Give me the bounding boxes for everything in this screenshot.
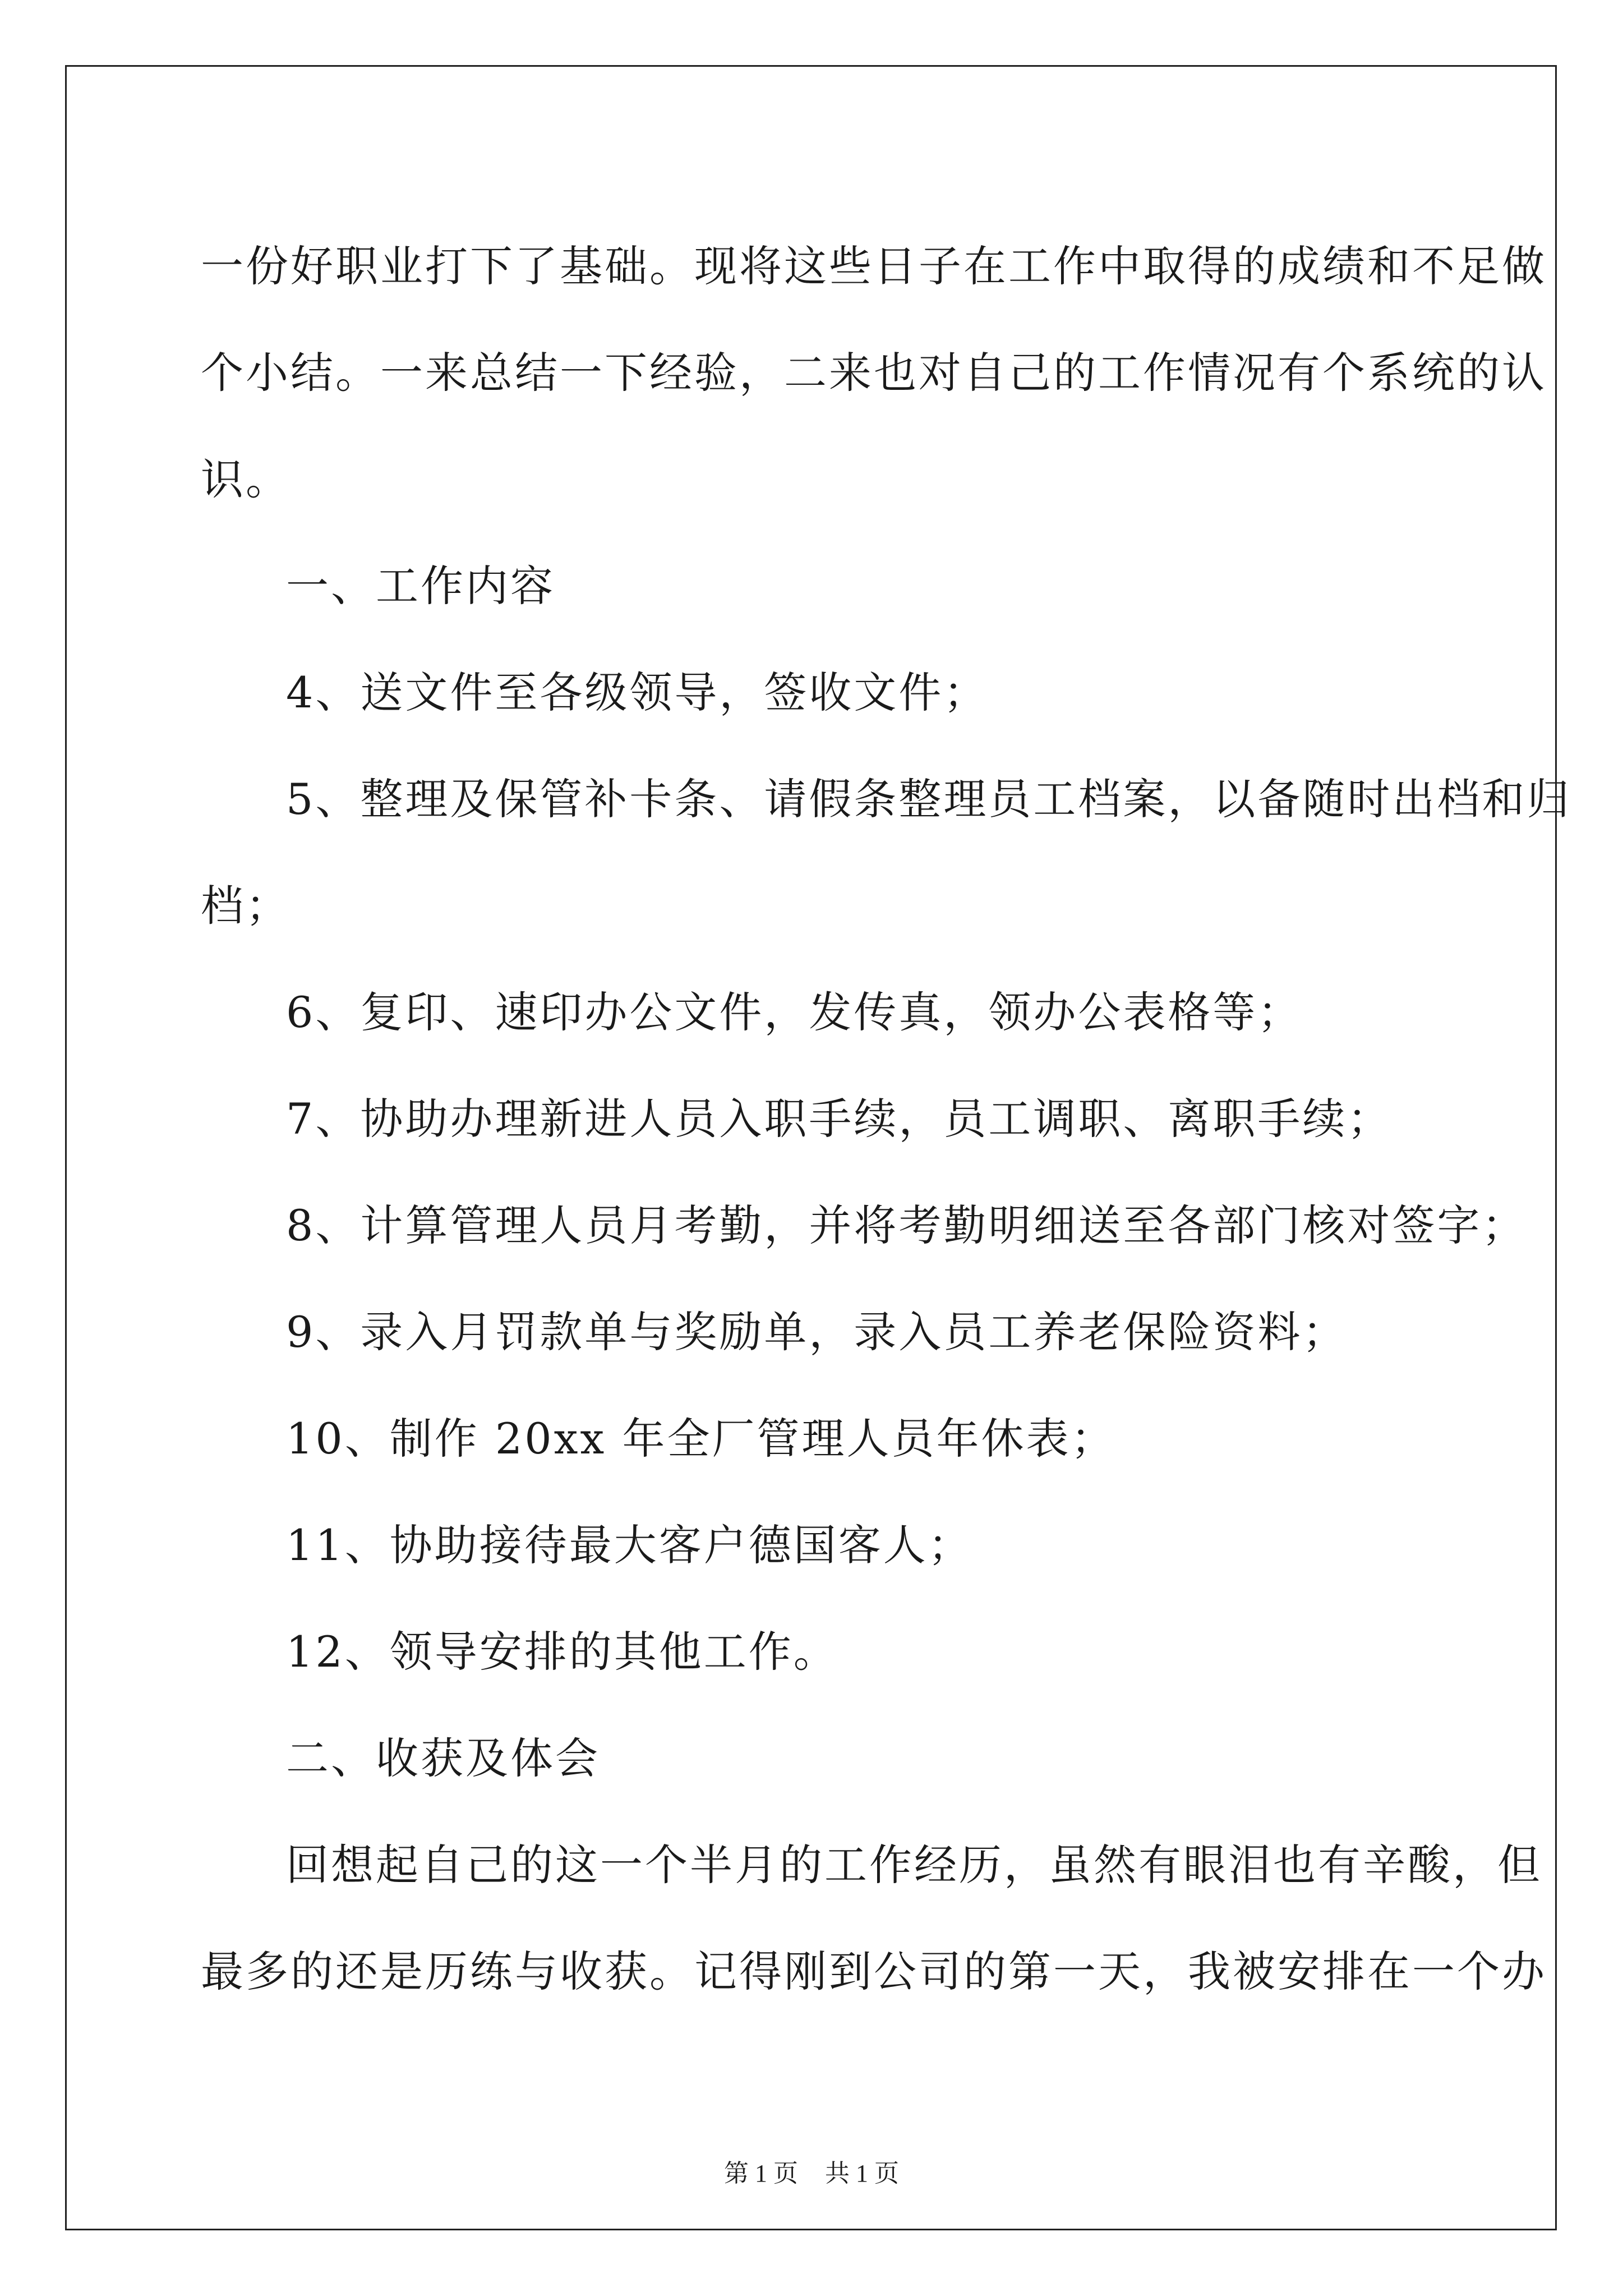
list-item-5-continued: 档； [201,881,291,931]
list-item-5: 5、整理及保管补卡条、请假条整理员工档案，以备随时出档和归 [286,774,1572,824]
page-number: 第 1 页 [724,2160,798,2187]
text-line-reflection-2: 最多的还是历练与收获。记得刚到公司的第一天，我被安排在一个办 [201,1947,1547,1996]
list-item-12: 12、领导安排的其他工作。 [286,1627,838,1677]
list-item-7: 7、协助办理新进人员入职手续，员工调职、离职手续； [286,1094,1393,1144]
list-item-4: 4、送文件至各级领导，签收文件； [286,668,989,717]
list-item-6: 6、复印、速印办公文件，发传真，领办公表格等； [286,987,1303,1037]
list-item-9: 9、录入月罚款单与奖励单，录入员工养老保险资料； [286,1307,1348,1357]
section-heading-gains: 二、收获及体会 [286,1733,600,1783]
page-footer [0,2153,1623,2189]
document-body [201,213,1572,2025]
text-line-3: 识。 [201,454,291,504]
section-heading-work-content: 一、工作内容 [286,561,555,611]
list-item-8: 8、计算管理人员月考勤，并将考勤明细送至各部门核对签字； [286,1200,1527,1250]
page-total: 共 1 页 [825,2160,899,2187]
text-line-1: 一份好职业打下了基础。现将这些日子在工作中取得的成绩和不足做 [201,241,1547,291]
list-item-11: 11、协助接待最大客户德国客人； [286,1520,973,1570]
text-line-reflection-1: 回想起自己的这一个半月的工作经历，虽然有眼泪也有辛酸，但 [286,1840,1542,1890]
text-line-2: 个小结。一来总结一下经验，二来也对自己的工作情况有个系统的认 [201,348,1547,398]
list-item-10: 10、制作 20xx 年全厂管理人员年休表； [286,1414,1116,1464]
